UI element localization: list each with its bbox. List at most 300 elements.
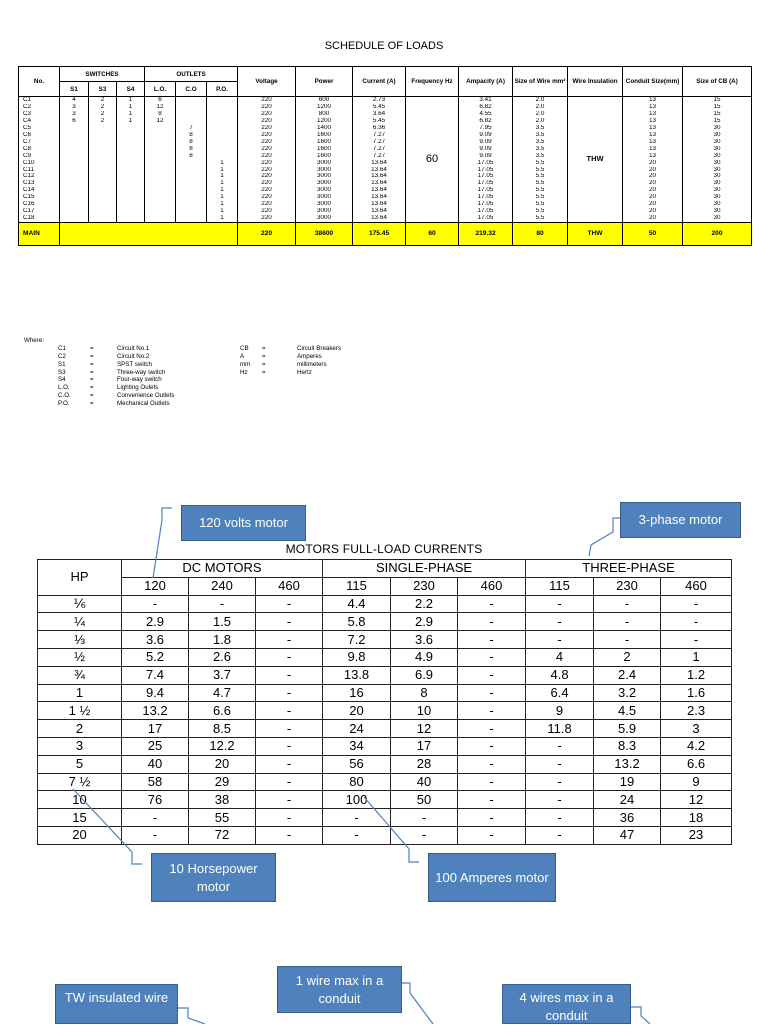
current-cell: 13.8 [323,666,391,684]
legend-desc: Convenience Outlets [117,392,175,400]
cell-ampacity: 17.05 [459,187,513,194]
cell-conduit: 20 [623,208,683,215]
legend-abbr: C1 [58,344,66,352]
cell-no: C2 [19,104,60,111]
cell-wire: 2.0 [513,118,568,125]
cell-power: 3000 [296,215,353,222]
current-cell: 1 [661,648,732,666]
current-cell: - [256,737,323,755]
legend-abbr: P.O. [58,400,70,408]
cell-wire: 2.0 [513,111,568,118]
hp-cell: ⅓ [38,631,122,649]
current-cell: - [526,631,594,649]
legend-abbr: L.O. [58,384,70,392]
cell-voltage: 220 [238,118,296,125]
cell-voltage: 220 [238,187,296,194]
col-po: P.O. [207,82,238,97]
cell-cb: 30 [683,187,752,194]
legend-abbr: mm [240,360,251,368]
cell-power: 3000 [296,187,353,194]
cell-ampacity: 17.05 [459,173,513,180]
cell-power: 800 [296,111,353,118]
cell-current: 3.64 [353,111,406,118]
current-cell: 1.2 [661,666,732,684]
current-cell: 80 [323,773,391,791]
cell-power: 1400 [296,125,353,132]
leader-4wire [631,1007,650,1024]
cell-conduit: 13 [623,111,683,118]
cell-cb: 30 [683,167,752,174]
cell-ampacity: 6.82 [459,118,513,125]
voltage-header: 115 [323,577,391,595]
main-wire: 80 [513,223,568,246]
cell-no: C5 [19,125,60,132]
cell-current: 6.36 [353,125,406,132]
cell-ampacity: 17.05 [459,180,513,187]
current-cell: 23 [661,826,732,844]
cell-no: C8 [19,146,60,153]
current-cell: 4.2 [661,737,732,755]
cell-current: 2.73 [353,97,406,104]
cell-co: 8 [176,153,207,160]
legend-desc: Circuit Breakers [297,344,342,352]
hp-cell: 1 [38,684,122,702]
cell-wire: 3.5 [513,139,568,146]
hp-cell: ¼ [38,613,122,631]
group-single-phase: SINGLE-PHASE [323,560,526,578]
cell-no: C9 [19,153,60,160]
current-cell: 20 [323,702,391,720]
cell-voltage: 220 [238,208,296,215]
cell-po: 1 [207,187,238,194]
legend-eq: = [90,384,94,392]
cell-lo: 12 [145,118,176,125]
current-cell: - [189,595,256,613]
current-cell: - [661,595,732,613]
cell-cb: 30 [683,215,752,222]
current-cell: 7.4 [122,666,189,684]
cell-s3: 2 [89,111,117,118]
main-conduit: 50 [623,223,683,246]
current-cell: - [458,631,526,649]
current-cell: - [458,809,526,827]
current-cell: - [256,773,323,791]
current-cell: - [458,648,526,666]
cell-ampacity: 9.09 [459,139,513,146]
current-cell: 4.5 [594,702,661,720]
current-cell: - [256,631,323,649]
cell-conduit: 13 [623,146,683,153]
current-cell: 36 [594,809,661,827]
legend-eq: = [90,352,94,360]
cell-po: 1 [207,208,238,215]
legend-eq: = [90,344,94,352]
col-power: Power [296,67,353,97]
current-cell: - [458,737,526,755]
cell-wire: 5.5 [513,173,568,180]
cell-ampacity: 17.05 [459,167,513,174]
current-cell: 1.8 [189,631,256,649]
cell-no: C14 [19,187,60,194]
current-cell: 55 [189,809,256,827]
hp-cell: 1 ½ [38,702,122,720]
hp-cell: 3 [38,737,122,755]
cell-co: 8 [176,132,207,139]
cell-voltage: 220 [238,215,296,222]
cell-ampacity: 4.55 [459,111,513,118]
cell-power: 3000 [296,160,353,167]
current-cell: - [256,666,323,684]
current-cell: - [391,826,458,844]
current-cell: 4.8 [526,666,594,684]
current-cell: 3.7 [189,666,256,684]
current-cell: - [391,809,458,827]
current-cell: 5.8 [323,613,391,631]
cell-power: 3000 [296,173,353,180]
col-voltage: Voltage [238,67,296,97]
current-cell: - [594,613,661,631]
callout-10-horsepower-motor: 10 Horsepower motor [151,853,276,902]
current-cell: - [256,702,323,720]
cell-s1: 3 [60,111,89,118]
current-cell: 13.2 [122,702,189,720]
current-cell: 2.9 [122,613,189,631]
cell-power: 3000 [296,167,353,174]
legend-desc: Circuit No.2 [117,352,150,360]
cell-ampacity: 9.09 [459,146,513,153]
cell-ampacity: 3.41 [459,97,513,104]
cell-s3: 2 [89,104,117,111]
current-cell: - [256,684,323,702]
main-current: 175.45 [353,223,406,246]
current-cell: - [458,595,526,613]
cell-power: 3000 [296,194,353,201]
current-cell: 40 [391,773,458,791]
cell-po: 1 [207,194,238,201]
leader-100a [364,797,419,862]
voltage-header: 230 [594,577,661,595]
legend-abbr: S3 [58,368,66,376]
cell-voltage: 220 [238,153,296,160]
legend-abbr: C.O. [58,392,71,400]
main-cb: 200 [683,223,752,246]
callout-120-volts-motor: 120 volts motor [181,505,306,541]
main-frequency: 60 [406,223,459,246]
legend-abbr: C2 [58,352,66,360]
voltage-header: 115 [526,577,594,595]
cell-cb: 30 [683,153,752,160]
cell-current: 13.64 [353,167,406,174]
callout-tw-insulated-wire: TW insulated wire [55,984,178,1024]
legend-abbr: S1 [58,360,66,368]
voltage-header: 460 [256,577,323,595]
cell-power: 1600 [296,146,353,153]
main-ampacity: 219.32 [459,223,513,246]
cell-power: 1200 [296,118,353,125]
cell-no: C18 [19,215,60,222]
voltage-header: 240 [189,577,256,595]
cell-voltage: 220 [238,194,296,201]
current-cell: 12 [391,720,458,738]
callout-3-phase-motor: 3-phase motor [620,502,741,538]
cell-voltage: 220 [238,180,296,187]
legend-eq: = [262,352,266,360]
current-cell: - [256,613,323,631]
current-cell: 72 [189,826,256,844]
cell-power: 1200 [296,104,353,111]
current-cell: - [526,755,594,773]
hp-cell: 20 [38,826,122,844]
legend-desc: Three-way switch [117,368,166,376]
hp-cell: ½ [38,648,122,666]
cell-co: 8 [176,139,207,146]
cell-wire: 3.5 [513,125,568,132]
cell-current: 7.27 [353,153,406,160]
cell-co: 8 [176,146,207,153]
current-cell: 9 [661,773,732,791]
current-cell: 10 [391,702,458,720]
current-cell: 2.9 [391,613,458,631]
cell-no: C16 [19,201,60,208]
cell-co: 7 [176,125,207,132]
col-hp: HP [38,560,122,596]
cell-po: 1 [207,180,238,187]
cell-cb: 15 [683,111,752,118]
cell-s1: 6 [60,118,89,125]
cell-ampacity: 17.05 [459,194,513,201]
cell-conduit: 13 [623,125,683,132]
cell-po: 1 [207,201,238,208]
current-cell: - [526,773,594,791]
hp-cell: ⅙ [38,595,122,613]
legend-desc: millimeters [297,360,327,368]
leader-120v [153,508,172,578]
current-cell: - [122,595,189,613]
col-s1: S1 [60,82,89,97]
current-cell: 76 [122,791,189,809]
cell-wire: 3.5 [513,153,568,160]
current-cell: 9.4 [122,684,189,702]
main-power: 38600 [296,223,353,246]
cell-cb: 30 [683,125,752,132]
current-cell: 9.8 [323,648,391,666]
current-cell: - [256,791,323,809]
leader-tw [178,1008,205,1024]
cell-power: 1600 [296,153,353,160]
current-cell: 5.9 [594,720,661,738]
current-cell: - [458,613,526,631]
cell-voltage: 220 [238,167,296,174]
legend-eq: = [90,368,94,376]
current-cell: - [594,631,661,649]
legend-eq: = [262,344,266,352]
cell-conduit: 13 [623,132,683,139]
cell-po: 1 [207,173,238,180]
legend-abbr: Hz [240,368,248,376]
cell-current: 13.64 [353,208,406,215]
current-cell: 8.3 [594,737,661,755]
cell-s4: 1 [117,104,145,111]
cell-current: 13.64 [353,180,406,187]
legend-eq: = [262,360,266,368]
current-cell: 4.9 [391,648,458,666]
motors-title: MOTORS FULL-LOAD CURRENTS [285,542,483,556]
current-cell: - [323,826,391,844]
cell-voltage: 220 [238,104,296,111]
cell-cb: 15 [683,118,752,125]
cell-ampacity: 17.05 [459,208,513,215]
cell-s4: 1 [117,97,145,104]
cell-conduit: 13 [623,97,683,104]
cell-ampacity: 7.95 [459,125,513,132]
cell-cb: 30 [683,160,752,167]
legend-where: Where: [24,337,44,344]
legend-desc: Circuit No.1 [117,344,150,352]
cell-s1: 4 [60,97,89,104]
current-cell: 12 [661,791,732,809]
voltage-header: 460 [458,577,526,595]
cell-no: C12 [19,173,60,180]
cell-current: 5.45 [353,104,406,111]
cell-cb: 15 [683,97,752,104]
cell-wire: 5.5 [513,187,568,194]
cell-no: C4 [19,118,60,125]
current-cell: - [594,595,661,613]
current-cell: - [458,684,526,702]
cell-no: C6 [19,132,60,139]
current-cell: 19 [594,773,661,791]
current-cell: 8 [391,684,458,702]
current-cell: 2.3 [661,702,732,720]
cell-current: 13.64 [353,160,406,167]
current-cell: 17 [122,720,189,738]
cell-s1: 3 [60,104,89,111]
current-cell: 29 [189,773,256,791]
hp-cell: 2 [38,720,122,738]
leader-10hp [73,789,142,864]
cell-conduit: 20 [623,173,683,180]
cell-conduit: 13 [623,153,683,160]
cell-voltage: 220 [238,146,296,153]
legend-desc: Amperes [297,352,322,360]
cell-conduit: 20 [623,201,683,208]
col-no: No. [19,67,60,97]
cell-ampacity: 9.09 [459,153,513,160]
current-cell: 18 [661,809,732,827]
cell-power: 600 [296,97,353,104]
col-switches: SWITCHES [60,67,145,82]
legend-desc: Hertz [297,368,312,376]
current-cell: 11.8 [526,720,594,738]
cell-no: C17 [19,208,60,215]
leader-3phase [589,518,623,556]
cell-current: 13.64 [353,173,406,180]
current-cell: - [661,613,732,631]
cell-cb: 30 [683,173,752,180]
cell-wire: 5.5 [513,215,568,222]
current-cell: 3 [661,720,732,738]
cell-conduit: 20 [623,160,683,167]
col-current: Current (A) [353,67,406,97]
frequency-merged-cell: 60 [406,97,459,223]
cell-wire: 5.5 [513,160,568,167]
current-cell: 58 [122,773,189,791]
cell-current: 13.64 [353,187,406,194]
current-cell: - [526,809,594,827]
cell-conduit: 20 [623,194,683,201]
main-voltage: 220 [238,223,296,246]
cell-s3: 2 [89,118,117,125]
current-cell: - [526,791,594,809]
cell-cb: 30 [683,139,752,146]
current-cell: - [256,809,323,827]
current-cell: - [122,809,189,827]
cell-conduit: 13 [623,104,683,111]
cell-voltage: 220 [238,173,296,180]
cell-ampacity: 17.05 [459,160,513,167]
current-cell: 6.4 [526,684,594,702]
current-cell: - [256,720,323,738]
col-co: C.O [176,82,207,97]
current-cell: 24 [594,791,661,809]
cell-wire: 5.5 [513,194,568,201]
current-cell: - [458,773,526,791]
cell-wire: 3.5 [513,132,568,139]
cell-power: 1600 [296,139,353,146]
legend-eq: = [262,368,266,376]
cell-po: 1 [207,215,238,222]
cell-no: C10 [19,160,60,167]
current-cell: 2 [594,648,661,666]
legend-desc: SPST switch [117,360,152,368]
current-cell: - [458,826,526,844]
current-cell: 56 [323,755,391,773]
col-wire-size: Size of Wire mm² [513,67,568,97]
voltage-header: 230 [391,577,458,595]
current-cell: - [256,648,323,666]
cell-cb: 30 [683,194,752,201]
current-cell: 6.6 [661,755,732,773]
cell-conduit: 13 [623,118,683,125]
group-dc-motors: DC MOTORS [122,560,323,578]
cell-current: 7.27 [353,132,406,139]
cell-ampacity: 9.09 [459,132,513,139]
cell-s4: 1 [117,118,145,125]
current-cell: - [458,702,526,720]
cell-current: 7.27 [353,139,406,146]
current-cell: - [526,737,594,755]
cell-power: 1600 [296,132,353,139]
current-cell: - [122,826,189,844]
cell-no: C15 [19,194,60,201]
cell-wire: 5.5 [513,201,568,208]
cell-no: C7 [19,139,60,146]
cell-lo: 8 [145,111,176,118]
cell-conduit: 20 [623,187,683,194]
legend-eq: = [90,400,94,408]
cell-voltage: 220 [238,160,296,167]
current-cell: 38 [189,791,256,809]
cell-voltage: 220 [238,125,296,132]
cell-current: 13.64 [353,201,406,208]
current-cell: 7.2 [323,631,391,649]
hp-cell: 10 [38,791,122,809]
cell-lo: 6 [145,97,176,104]
cell-ampacity: 6.82 [459,104,513,111]
cell-lo: 12 [145,104,176,111]
current-cell: 16 [323,684,391,702]
cell-ampacity: 17.05 [459,215,513,222]
